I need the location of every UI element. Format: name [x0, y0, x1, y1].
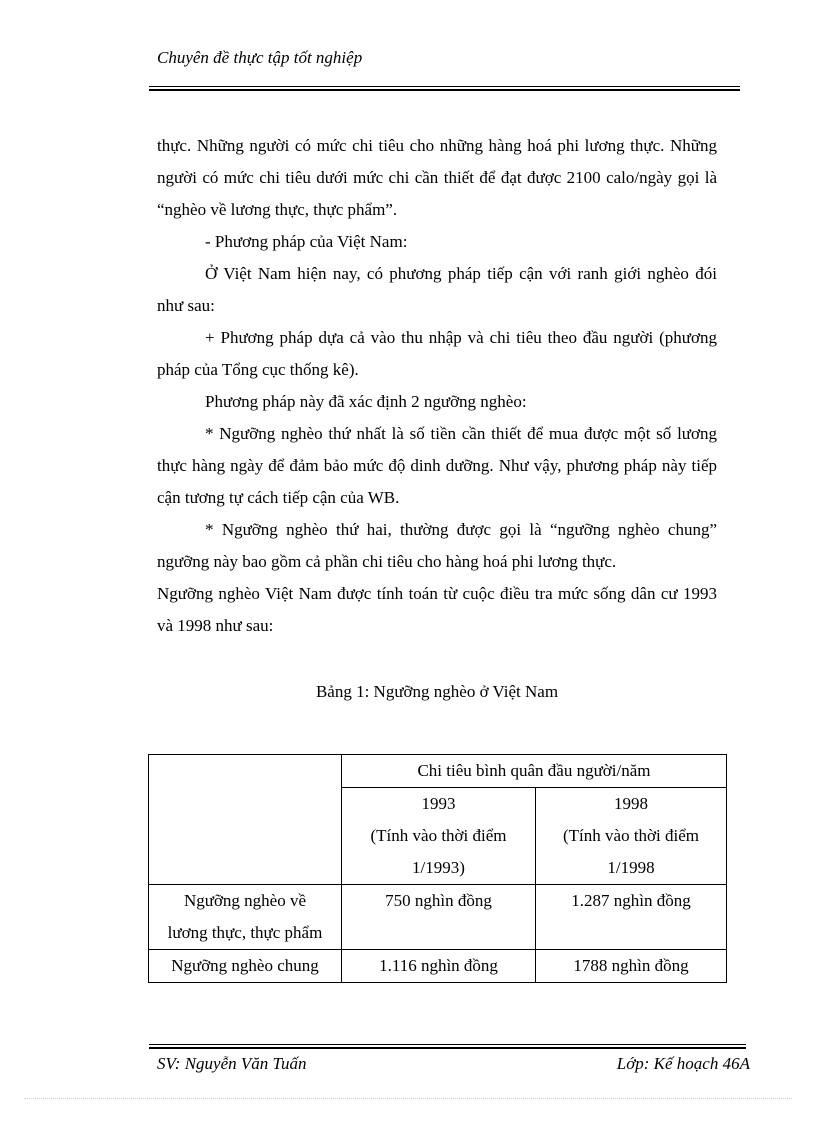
- table-caption: Bảng 1: Ngưỡng nghèo ở Việt Nam: [315, 682, 559, 701]
- paragraph: * Ngưỡng nghèo thứ nhất là số tiền cần thiết để mua được một số lương thực hàng ngày để đảm bảo mức độ dinh dưỡng. Như vậy, phương pháp này tiếp cận tương tự cách tiếp cận của WB.: [157, 424, 717, 507]
- table-col-header-1993: [342, 788, 536, 885]
- paragraph: Phương pháp này đã xác định 2 ngưỡng nghèo:: [205, 392, 527, 411]
- page-edge-dotted-line: [24, 1098, 792, 1099]
- col-note: 1/1998: [607, 858, 655, 877]
- row-label-line: lương thực, thực phẩm: [167, 923, 323, 942]
- col-year: 1993: [421, 794, 456, 813]
- col-note: (Tính vào thời điểm: [563, 826, 699, 845]
- paragraph: + Phương pháp dựa cả vào thu nhập và chi tiêu theo đầu người (phương pháp của Tổng cục thống kê).: [157, 328, 717, 379]
- cell-1993: 1.116 nghìn đồng: [342, 950, 536, 983]
- cell-1993: 750 nghìn đồng: [342, 885, 536, 950]
- table-col-header-1998: [536, 788, 727, 885]
- col-note: 1/1993): [412, 858, 465, 877]
- table-row: [149, 950, 727, 983]
- table-group-header: Chi tiêu bình quân đầu người/năm: [342, 755, 727, 788]
- footer-class: Lớp: Kế hoạch 46A: [616, 1054, 750, 1073]
- cell-1998: 1.287 nghìn đồng: [536, 885, 727, 950]
- cell-1998: 1788 nghìn đồng: [536, 950, 727, 983]
- poverty-line-table: [148, 754, 727, 983]
- paragraph: Ngưỡng nghèo Việt Nam được tính toán từ cuộc điều tra mức sống dân cư 1993 và 1998 như sau:: [157, 584, 717, 635]
- paragraph: * Ngưỡng nghèo thứ hai, thường được gọi là “ngưỡng nghèo chung” ngưỡng này bao gồm cả phần chi tiêu cho hàng hoá phi lương thực.: [157, 520, 717, 571]
- col-note: (Tính vào thời điểm: [370, 826, 507, 845]
- paragraph: thực. Những người có mức chi tiêu cho những hàng hoá phi lương thực. Những người có mức chi tiêu dưới mức chi cần thiết để đạt được 2100 calo/ngày gọi là “nghèo về lương thực, thực phẩm”.: [157, 136, 717, 219]
- row-label: [149, 885, 342, 950]
- col-year: 1998: [614, 794, 648, 813]
- paragraph: Ở Việt Nam hiện nay, có phương pháp tiếp cận với ranh giới nghèo đói như sau:: [157, 264, 717, 315]
- body-text: [157, 130, 717, 642]
- footer-student: SV: Nguyễn Văn Tuấn: [157, 1054, 307, 1073]
- header-divider: [149, 86, 740, 91]
- paragraph: - Phương pháp của Việt Nam:: [205, 232, 408, 251]
- table-corner-cell: [149, 755, 342, 885]
- footer-divider: [149, 1044, 746, 1049]
- row-label: Ngưỡng nghèo chung: [149, 950, 342, 983]
- page-header-title: Chuyên đề thực tập tốt nghiệp: [157, 48, 363, 67]
- table-row: [149, 885, 727, 950]
- row-label-line: Ngưỡng nghèo về: [183, 891, 307, 910]
